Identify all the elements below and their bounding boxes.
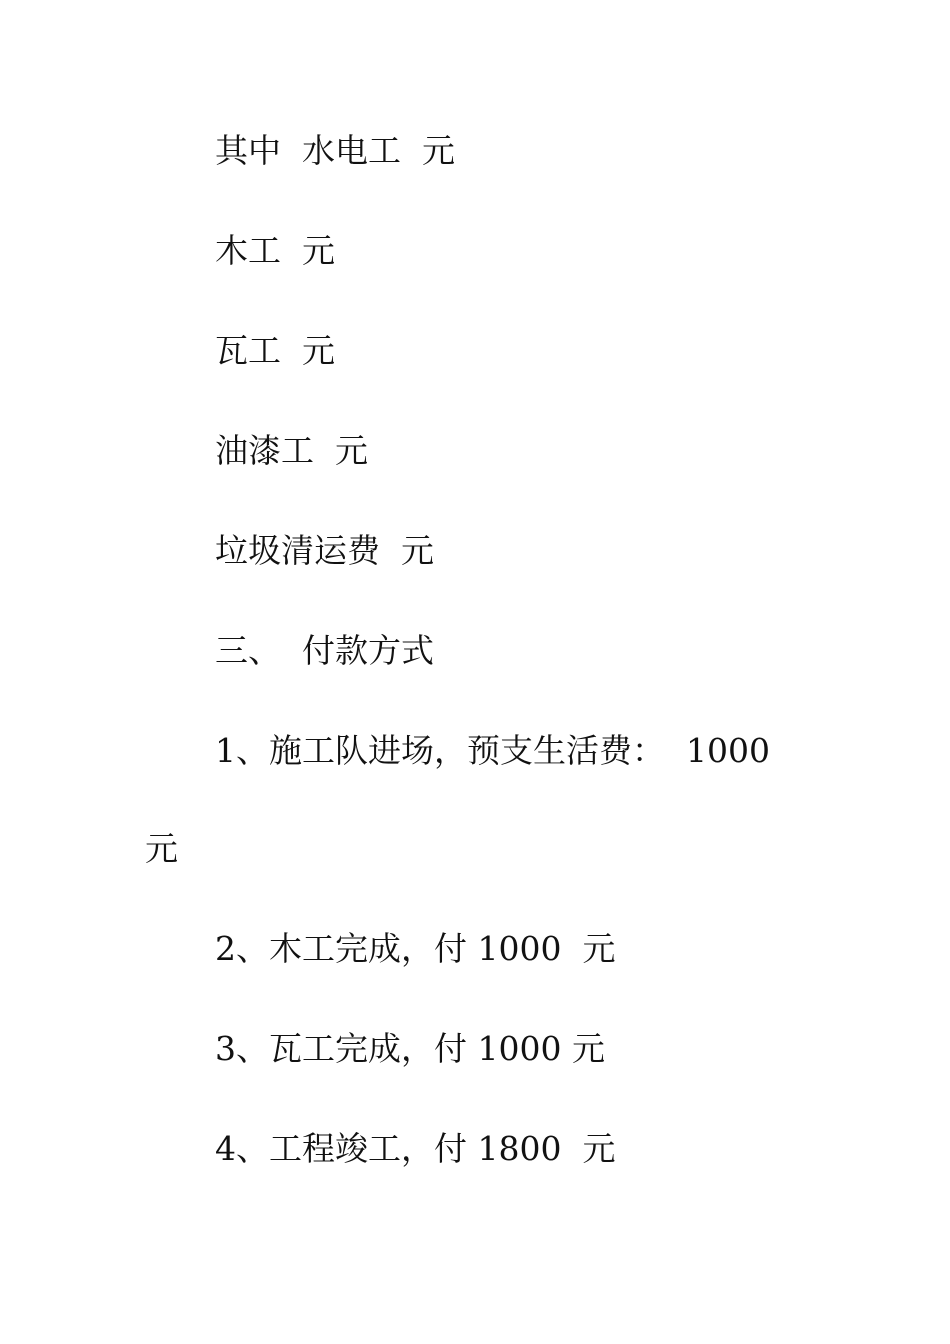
line-carpentry-fee: 木工 元 (215, 231, 335, 270)
line-labor-breakdown: 其中 水电工 元 (215, 131, 455, 170)
line-painting-fee: 油漆工 元 (215, 431, 368, 470)
payment-item-3: 3、瓦工完成，付 1000 元 (215, 1029, 605, 1068)
payment-item-1: 1、施工队进场，预支生活费： 1000 (215, 731, 770, 770)
section-heading-payment-method: 三、 付款方式 (215, 631, 434, 670)
payment-item-1-continued: 元 (145, 829, 178, 868)
payment-item-4: 4、工程竣工，付 1800 元 (215, 1129, 616, 1168)
payment-item-2: 2、木工完成，付 1000 元 (215, 929, 616, 968)
line-tile-fee: 瓦工 元 (215, 331, 335, 370)
line-waste-removal-fee: 垃圾清运费 元 (215, 531, 434, 570)
